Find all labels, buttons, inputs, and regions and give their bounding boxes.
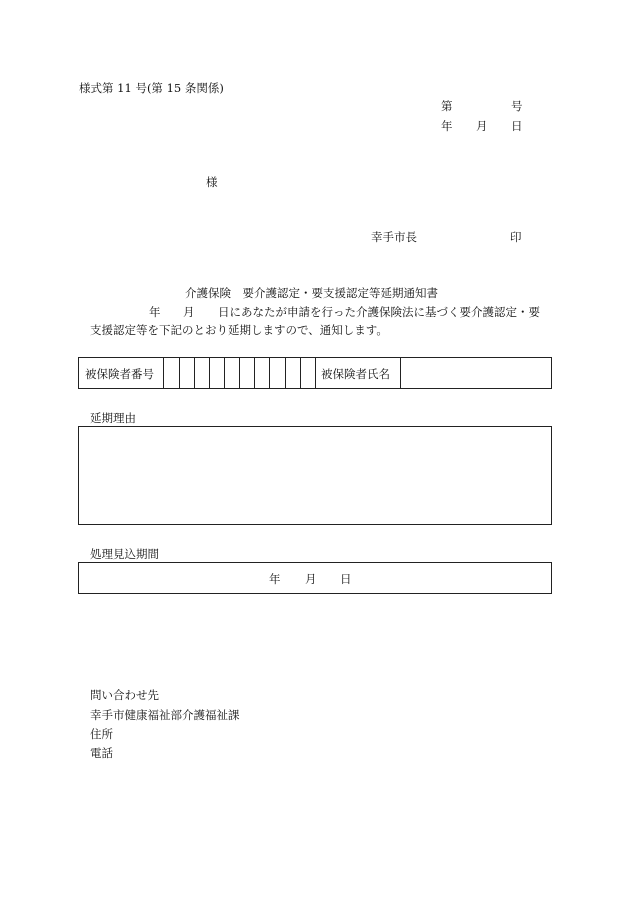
insured-number-digit-cell[interactable] [240,358,254,388]
issue-date-year: 年 [441,119,453,133]
issue-date-month: 月 [476,119,488,133]
reason-label: 延期理由 [90,411,136,425]
body-year: 年 [149,305,161,319]
body-month: 月 [183,305,195,319]
insured-number-digit-cell[interactable] [286,358,300,388]
period-year: 年 [269,572,281,586]
insured-number-digit-cell[interactable] [164,358,179,388]
insured-info-table [78,357,552,389]
document-number-prefix: 第 [441,99,453,113]
contact-department: 幸手市健康福祉部介護福祉課 [90,708,240,722]
insured-number-digit-cell[interactable] [301,358,315,388]
period-label: 処理見込期間 [90,547,159,561]
insured-number-digit-cell[interactable] [210,358,224,388]
issue-date-day: 日 [511,119,523,133]
body-line2: 支援認定等を下記のとおり延期しますので、通知します。 [90,323,388,337]
insured-number-label: 被保険者番号 [85,367,154,381]
seal-mark: 印 [510,230,522,244]
insured-number-digit-cell[interactable] [270,358,285,388]
document-title: 介護保険 要介護認定・要支援認定等延期通知書 [185,286,438,300]
insured-number-digit-cell[interactable] [180,358,194,388]
insured-number-digit-cell[interactable] [255,358,269,388]
insured-name-label: 被保険者氏名 [321,367,390,381]
insured-number-digit-cell[interactable] [195,358,209,388]
addressee-honorific: 様 [206,175,218,189]
period-day: 日 [340,572,352,586]
reason-box[interactable] [78,426,552,525]
form-number: 様式第 11 号(第 15 条関係) [79,81,224,95]
period-month: 月 [305,572,317,586]
insured-number-digit-cell[interactable] [225,358,239,388]
contact-heading: 問い合わせ先 [90,688,159,702]
sender-title: 幸手市長 [371,230,417,244]
contact-phone-label: 電話 [90,746,113,760]
document-number-suffix: 号 [511,99,523,113]
contact-address-label: 住所 [90,727,113,741]
body-line1: 日にあなたが申請を行った介護保険法に基づく要介護認定・要 [218,305,540,319]
period-box[interactable] [78,562,552,594]
